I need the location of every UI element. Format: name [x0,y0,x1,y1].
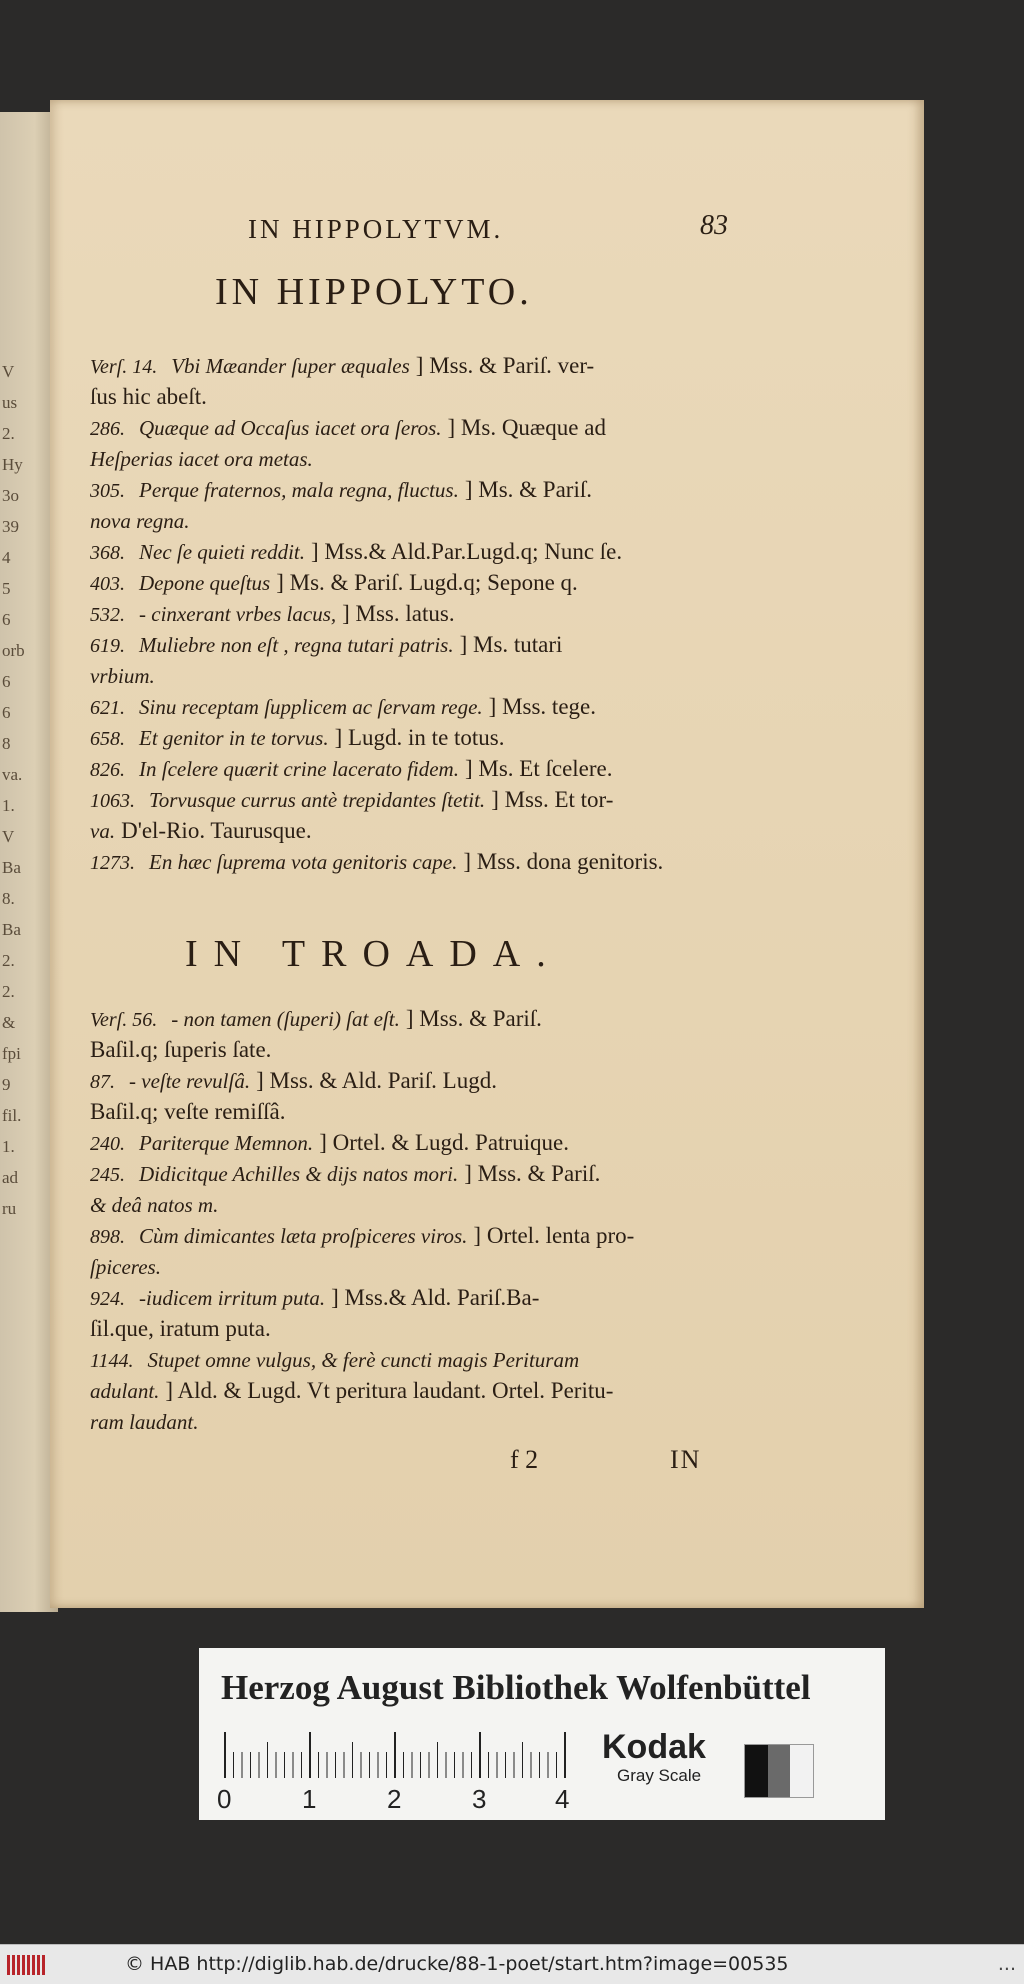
variant-reading: ] Lugd. in te totus. [334,725,505,750]
variant-reading: ſus hic abeſt. [90,384,207,409]
facing-page-fragment: Ba [2,858,21,877]
copyright-url: © HAB http://diglib.hab.de/drucke/88-1-poet/start.htm?image=00535 [125,1953,789,1975]
note-line [90,1129,569,1158]
catchword: IN [670,1445,702,1474]
quoted-verse: ram laudant. [90,1410,199,1434]
facing-page-fragment: V [2,362,15,381]
verse-number: 619. [90,635,125,657]
note-line [90,383,207,411]
variant-reading: ] Mss. & Pariſ. ver- [415,353,595,378]
note-line [90,1253,167,1281]
printer-signature: f 2 [510,1445,539,1474]
note-line [90,1067,497,1096]
book-page [50,100,924,1608]
facing-page-fragment: 8. [2,889,15,908]
quoted-verse: Stupet omne vulgus, & ferè cuncti magis Perituram [147,1348,580,1372]
verse-number: 403. [90,573,125,595]
quoted-verse: Torvusque currus antè trepidantes ſtetit. [149,788,486,812]
verse-number: Verſ. 56. [90,1009,158,1031]
variant-reading: ] Ms. Quæque ad [447,415,606,440]
facing-page-fragment: 1. [2,1137,15,1156]
quoted-verse: nova regna. [90,509,190,533]
hab-logo-icon [6,1953,46,1977]
variant-reading: ] Ms. & Pariſ. Lugd.q; Sepone q. [276,570,578,595]
note-line [90,1098,285,1126]
facing-page-fragment: 8 [2,734,11,753]
facing-page-fragment: 6 [2,610,11,629]
ruler-number: 3 [472,1784,487,1814]
gray-swatch [745,1745,768,1797]
variant-reading: D'el-Rio. Taurusque. [121,818,312,843]
note-line [90,1036,271,1064]
facing-page-fragment: Hy [2,455,23,474]
verse-number: 1273. [90,852,135,874]
facing-page-fragment: fpi [2,1044,21,1063]
facing-page-fragment: 2. [2,951,15,970]
quoted-verse: Vbi Mæander ſuper æquales [171,354,410,378]
facing-page-fragment: 9 [2,1075,11,1094]
note-line [90,352,594,381]
verse-number: 240. [90,1133,125,1155]
note-line [90,600,455,629]
verse-number: 826. [90,759,125,781]
variant-reading: ] Mss. & Ald. Pariſ. Lugd. [256,1068,497,1093]
library-name: Herzog August Bibliothek Wolfenbüttel [221,1668,811,1707]
quoted-verse: En hæc ſuprema vota genitoris cape. [149,850,458,874]
quoted-verse: Sinu receptam ſupplicem ac ſervam rege. [139,695,483,719]
ruler-number: 0 [217,1784,232,1814]
facing-page-fragment: & [2,1013,16,1032]
gray-swatch [790,1745,813,1797]
variant-reading: ] Mss. tege. [488,694,596,719]
facing-page-fragment: ad [2,1168,19,1187]
quoted-verse: Perque fraternos, mala regna, fluctus. [139,478,459,502]
facing-page-fragment: 6 [2,703,11,722]
footer-bar [0,1944,1024,1984]
variant-reading: ] Mss. & Pariſ. [405,1006,542,1031]
quoted-verse: Depone queſtus [139,571,271,595]
facing-page-fragment: 3o [2,486,19,505]
facing-page-fragment: ru [2,1199,17,1218]
quoted-verse: Muliebre non eſt , regna tutari patris. [139,633,454,657]
quoted-verse: va. [90,819,116,843]
facing-page-fragment: V [2,827,15,846]
ruler-number: 2 [387,1784,402,1814]
variant-reading: ] Ortel. lenta pro- [473,1223,635,1248]
note-line [90,817,312,845]
more-icon[interactable]: ... [997,1953,1016,1975]
quoted-verse: Didicitque Achilles & dijs natos mori. [139,1162,459,1186]
note-line [90,1315,271,1343]
quoted-verse: Nec ſe quieti reddit. [139,540,306,564]
note-line [90,1005,542,1034]
facing-page-fragment: 2. [2,424,15,443]
quoted-verse: Pariterque Memnon. [139,1131,314,1155]
verse-number: Verſ. 14. [90,356,158,378]
facing-page-fragment: va. [2,765,23,784]
facing-page-fragment: 6 [2,672,11,691]
quoted-verse: -iudicem irritum puta. [139,1286,326,1310]
verse-number: 286. [90,418,125,440]
quoted-verse: ſpiceres. [90,1255,161,1279]
variant-reading: ] Mss.& Ald.Par.Lugd.q; Nunc ſe. [311,539,623,564]
variant-reading: ] Ms. & Pariſ. [464,477,592,502]
verse-number: 621. [90,697,125,719]
variant-reading: ] Ortel. & Lugd. Patruique. [319,1130,569,1155]
note-line [90,569,578,598]
section-title-hippolyto: IN HIPPOLYTO. [215,271,533,313]
quoted-verse: Cùm dimicantes læta proſpiceres viros. [139,1224,468,1248]
gray-scale-label: Gray Scale [617,1766,702,1785]
quoted-verse: - non tamen (ſuperi) ſat eſt. [171,1007,400,1031]
note-line [90,693,596,722]
quoted-verse: adulant. [90,1379,160,1403]
verse-number: 87. [90,1071,115,1093]
variant-reading: ] Mss. & Pariſ. [464,1161,601,1186]
quoted-verse: vrbium. [90,664,155,688]
facing-page-fragment: us [2,393,18,412]
section-title-troada: IN TROADA. [185,933,562,975]
variant-reading: ] Ald. & Lugd. Vt peritura laudant. Ortel. Peritu- [165,1378,614,1403]
facing-page-fragment: Ba [2,920,21,939]
note-line [90,445,319,473]
color-calibration-card [199,1648,885,1820]
facing-page-fragment: orb [2,641,25,660]
verse-number: 245. [90,1164,125,1186]
verse-number: 658. [90,728,125,750]
variant-reading: ] Ms. tutari [459,632,563,657]
note-line [90,631,562,660]
verse-number: 532. [90,604,125,626]
quoted-verse: - cinxerant vrbes lacus, [139,602,337,626]
note-line [90,538,622,567]
gray-swatches [744,1744,814,1798]
note-line [90,848,663,877]
note-line [90,724,505,753]
note-line [90,476,592,505]
facing-page-fragment: fil. [2,1106,22,1125]
facing-page-fragment: 39 [2,517,19,536]
quoted-verse: Heſperias iacet ora metas. [90,447,313,471]
note-line [90,507,196,535]
note-line [90,1377,613,1405]
scale-ruler [221,1732,577,1778]
quoted-verse: Quæque ad Occaſus iacet ora ſeros. [139,416,442,440]
variant-reading: ] Mss. dona genitoris. [463,849,664,874]
ruler-number: 1 [302,1784,317,1814]
variant-reading: ] Ms. Et ſcelere. [464,756,613,781]
page-number: 83 [700,210,728,241]
verse-number: 1144. [90,1350,134,1372]
note-line [90,1222,634,1251]
verse-number: 1063. [90,790,135,812]
variant-reading: ] Mss.& Ald. Pariſ.Ba- [331,1285,540,1310]
quoted-verse: Et genitor in te torvus. [139,726,329,750]
note-line [90,1191,224,1219]
note-line [90,414,606,443]
note-line [90,1284,539,1313]
quoted-verse: In ſcelere quærit crine lacerato fidem. [139,757,459,781]
verse-number: 368. [90,542,125,564]
gray-swatch [768,1745,791,1797]
variant-reading: ] Mss. latus. [342,601,455,626]
facing-page-fragment: 4 [2,548,11,567]
running-head: IN HIPPOLYTVM. [248,214,504,244]
facing-page-fragment: 1. [2,796,15,815]
note-line [90,786,613,815]
kodak-brand: Kodak [602,1728,706,1766]
ruler-number: 4 [555,1784,570,1814]
quoted-verse: & deâ natos m. [90,1193,219,1217]
variant-reading: ſil.que, iratum puta. [90,1316,271,1341]
variant-reading: Baſil.q; ſuperis ſate. [90,1037,272,1062]
note-line [90,1160,600,1189]
variant-reading: Baſil.q; veſte remiſſâ. [90,1099,286,1124]
note-line [90,1346,585,1375]
verse-number: 305. [90,480,125,502]
facing-page-fragment: 2. [2,982,15,1001]
verse-number: 924. [90,1288,125,1310]
verse-number: 898. [90,1226,125,1248]
quoted-verse: - veſte revulſâ. [129,1069,251,1093]
variant-reading: ] Mss. Et tor- [491,787,614,812]
facing-page-fragment: 5 [2,579,11,598]
note-line [90,1408,205,1436]
note-line [90,662,161,690]
note-line [90,755,613,784]
